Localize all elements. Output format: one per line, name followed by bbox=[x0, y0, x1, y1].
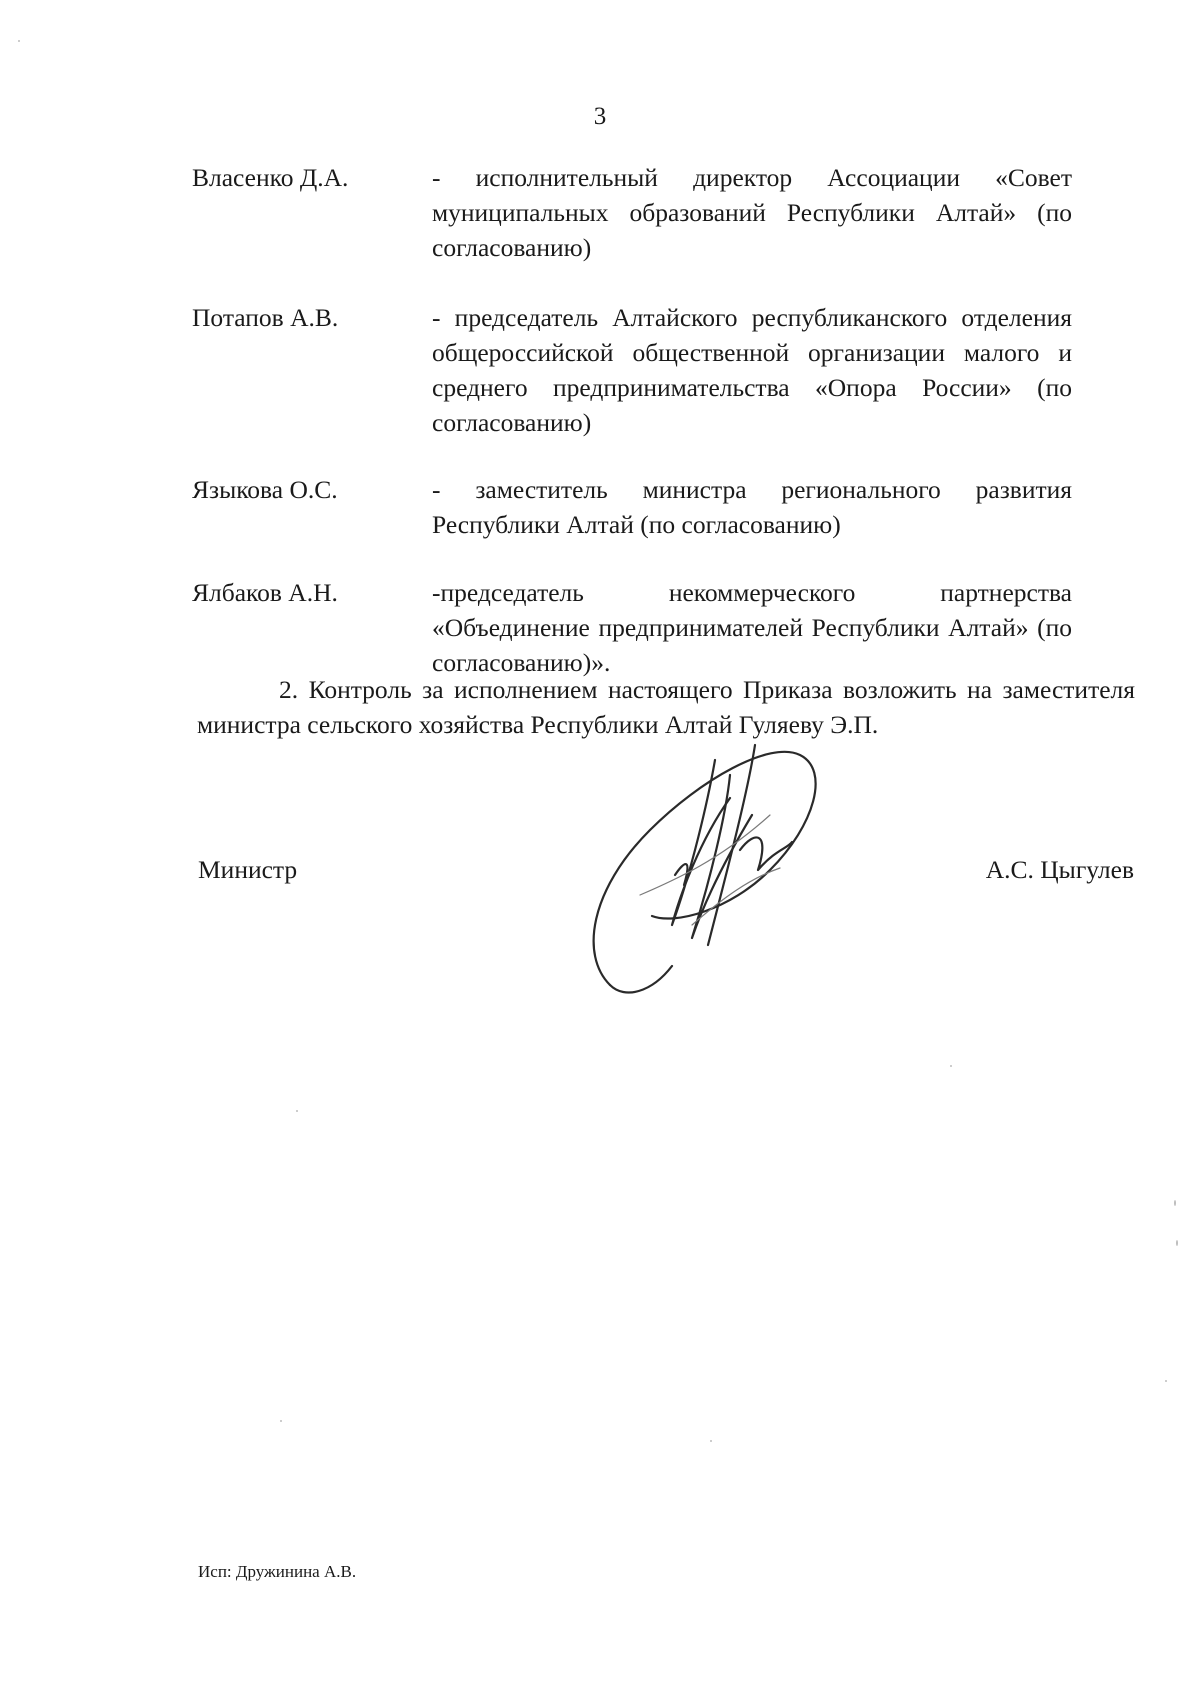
scan-speck bbox=[1176, 1240, 1178, 1246]
scan-speck bbox=[280, 1420, 282, 1422]
member-entry bbox=[192, 575, 1072, 680]
member-name: Власенко Д.А. bbox=[192, 163, 349, 192]
handwritten-signature bbox=[580, 720, 900, 1010]
member-entry bbox=[192, 300, 1072, 440]
member-name: Потапов А.В. bbox=[192, 303, 339, 332]
signatory-name: А.С. Цыгулев bbox=[985, 855, 1134, 884]
scan-speck bbox=[18, 40, 20, 42]
scan-speck bbox=[1165, 1380, 1167, 1382]
executor-note: Исп: Дружинина А.В. bbox=[198, 1562, 357, 1581]
control-paragraph: 2. Контроль за исполнением настоящего Приказа возложить на заместителя министра сельского хозяйства Республики Алтай Гуляеву Э.П. bbox=[197, 675, 1135, 739]
member-role: - исполнительный директор Ассоциации «Совет муниципальных образований Республики Алтай» (по согласованию) bbox=[432, 163, 1072, 262]
member-role: -председатель некоммерческого партнерства «Объединение предпринимателей Республики Алтай» (по согласованию)». bbox=[432, 578, 1072, 677]
scan-speck bbox=[710, 1440, 712, 1442]
scan-speck bbox=[950, 1065, 952, 1067]
page-number: 3 bbox=[593, 103, 607, 130]
scan-speck bbox=[296, 1110, 298, 1112]
member-role: - председатель Алтайского республиканского отделения общероссийской общественной организации малого и среднего предпринимательства «Опора России» (по согласованию) bbox=[432, 303, 1072, 437]
member-entry bbox=[192, 160, 1072, 265]
member-entry bbox=[192, 472, 1072, 542]
member-name: Языкова О.С. bbox=[192, 475, 338, 504]
signatory-title: Министр bbox=[198, 855, 298, 884]
scan-speck bbox=[1174, 1200, 1176, 1206]
member-name: Ялбаков А.Н. bbox=[192, 578, 338, 607]
member-role: - заместитель министра регионального развития Республики Алтай (по согласованию) bbox=[432, 475, 1072, 539]
